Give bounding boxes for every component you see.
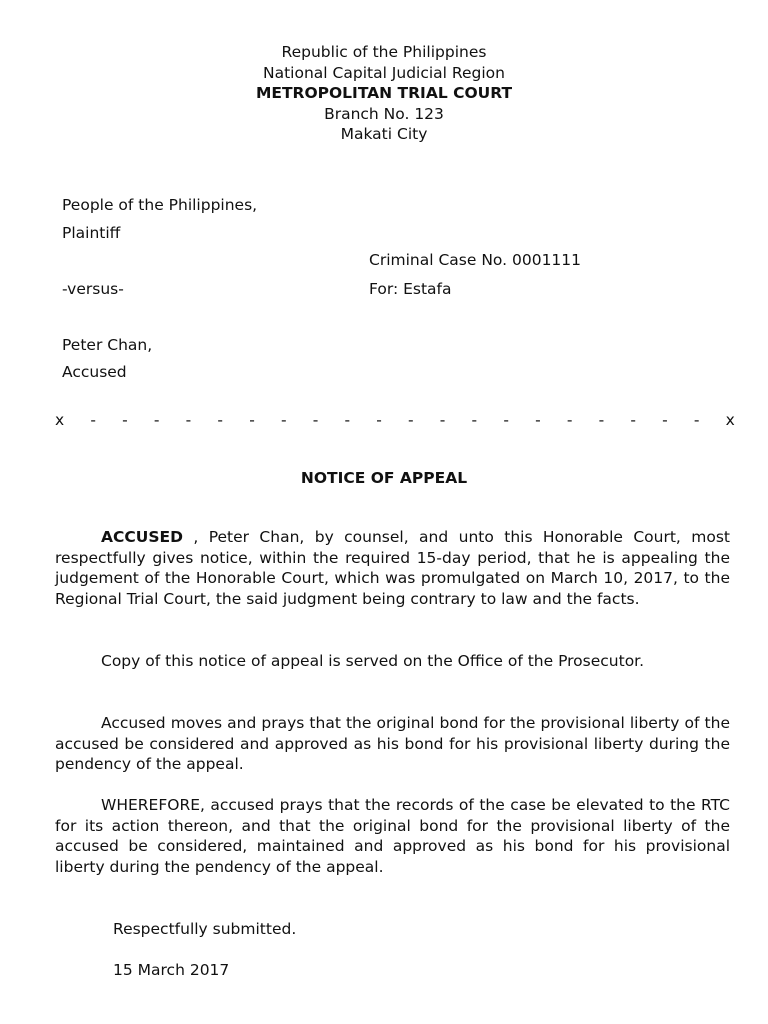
divider-dash: - xyxy=(535,411,541,429)
plaintiff-role: Plaintiff xyxy=(62,224,121,242)
divider-dash: - xyxy=(312,411,319,429)
paragraph-appeal-lead: ACCUSED xyxy=(101,528,183,546)
divider-dash: - xyxy=(122,411,128,429)
divider-dash: - xyxy=(471,411,478,429)
divider-dash: - xyxy=(408,411,414,429)
closing-date: 15 March 2017 xyxy=(113,961,230,979)
divider-dash: - xyxy=(280,411,287,429)
divider-dash: - xyxy=(344,411,351,429)
divider-dash: - xyxy=(662,411,668,429)
case-offense: For: Estafa xyxy=(369,280,452,298)
header-court: METROPOLITAN TRIAL COURT xyxy=(255,84,513,102)
paragraph-appeal-text: , Peter Chan, by counsel, and unto this Honorable Court, most respectfully gives notice, within the required 15-day period, that he is appealing the judgement of the Honorable Court, which was promulgated on March 10, 2017, to the Regional Trial Court, the said judgment being contrary to law and the facts. xyxy=(55,528,730,608)
case-number: Criminal Case No. 0001111 xyxy=(369,251,582,269)
paragraph-appeal xyxy=(55,527,730,609)
divider-x-left: x xyxy=(55,411,65,429)
divider-x-right: x xyxy=(725,411,735,429)
divider-dash: - xyxy=(153,411,160,429)
versus-label: -versus- xyxy=(62,280,124,298)
divider-dash: - xyxy=(185,411,192,429)
divider-dash: - xyxy=(566,411,573,429)
divider-dash: - xyxy=(376,411,382,429)
divider-dash: - xyxy=(503,411,509,429)
paragraph-wherefore: WHEREFORE, accused prays that the records of the case be elevated to the RTC for its action thereon, and that the original bond for the provisional liberty of the accused be considered, maintained and approved as his bond for his provisional liberty during the pendency of the appeal. xyxy=(55,796,730,876)
header-republic: Republic of the Philippines xyxy=(281,43,487,61)
header-branch: Branch No. 123 xyxy=(324,104,444,123)
divider-dash: - xyxy=(693,411,700,429)
court-header xyxy=(0,42,768,145)
plaintiff-name: People of the Philippines, xyxy=(62,196,258,214)
closing-submitted: Respectfully submitted. xyxy=(113,920,297,938)
header-city: Makati City xyxy=(340,125,428,143)
divider-dash: - xyxy=(249,411,255,429)
document-title: NOTICE OF APPEAL xyxy=(300,469,468,487)
divider-dash: - xyxy=(217,411,224,429)
divider-dash: - xyxy=(90,411,96,429)
header-region: National Capital Judicial Region xyxy=(263,63,505,82)
caption-divider xyxy=(55,411,735,429)
accused-name: Peter Chan, xyxy=(62,336,153,354)
paragraph-bond-prayer: Accused moves and prays that the original bond for the provisional liberty of the accused be considered and approved as his bond for his provisional liberty during the pendency of the appeal. xyxy=(55,714,730,773)
divider-dash: - xyxy=(439,411,446,429)
paragraph-copy-served: Copy of this notice of appeal is served on the Office of the Prosecutor. xyxy=(101,652,645,670)
divider-dash: - xyxy=(630,411,636,429)
accused-role: Accused xyxy=(62,363,127,381)
divider-dash: - xyxy=(598,411,605,429)
